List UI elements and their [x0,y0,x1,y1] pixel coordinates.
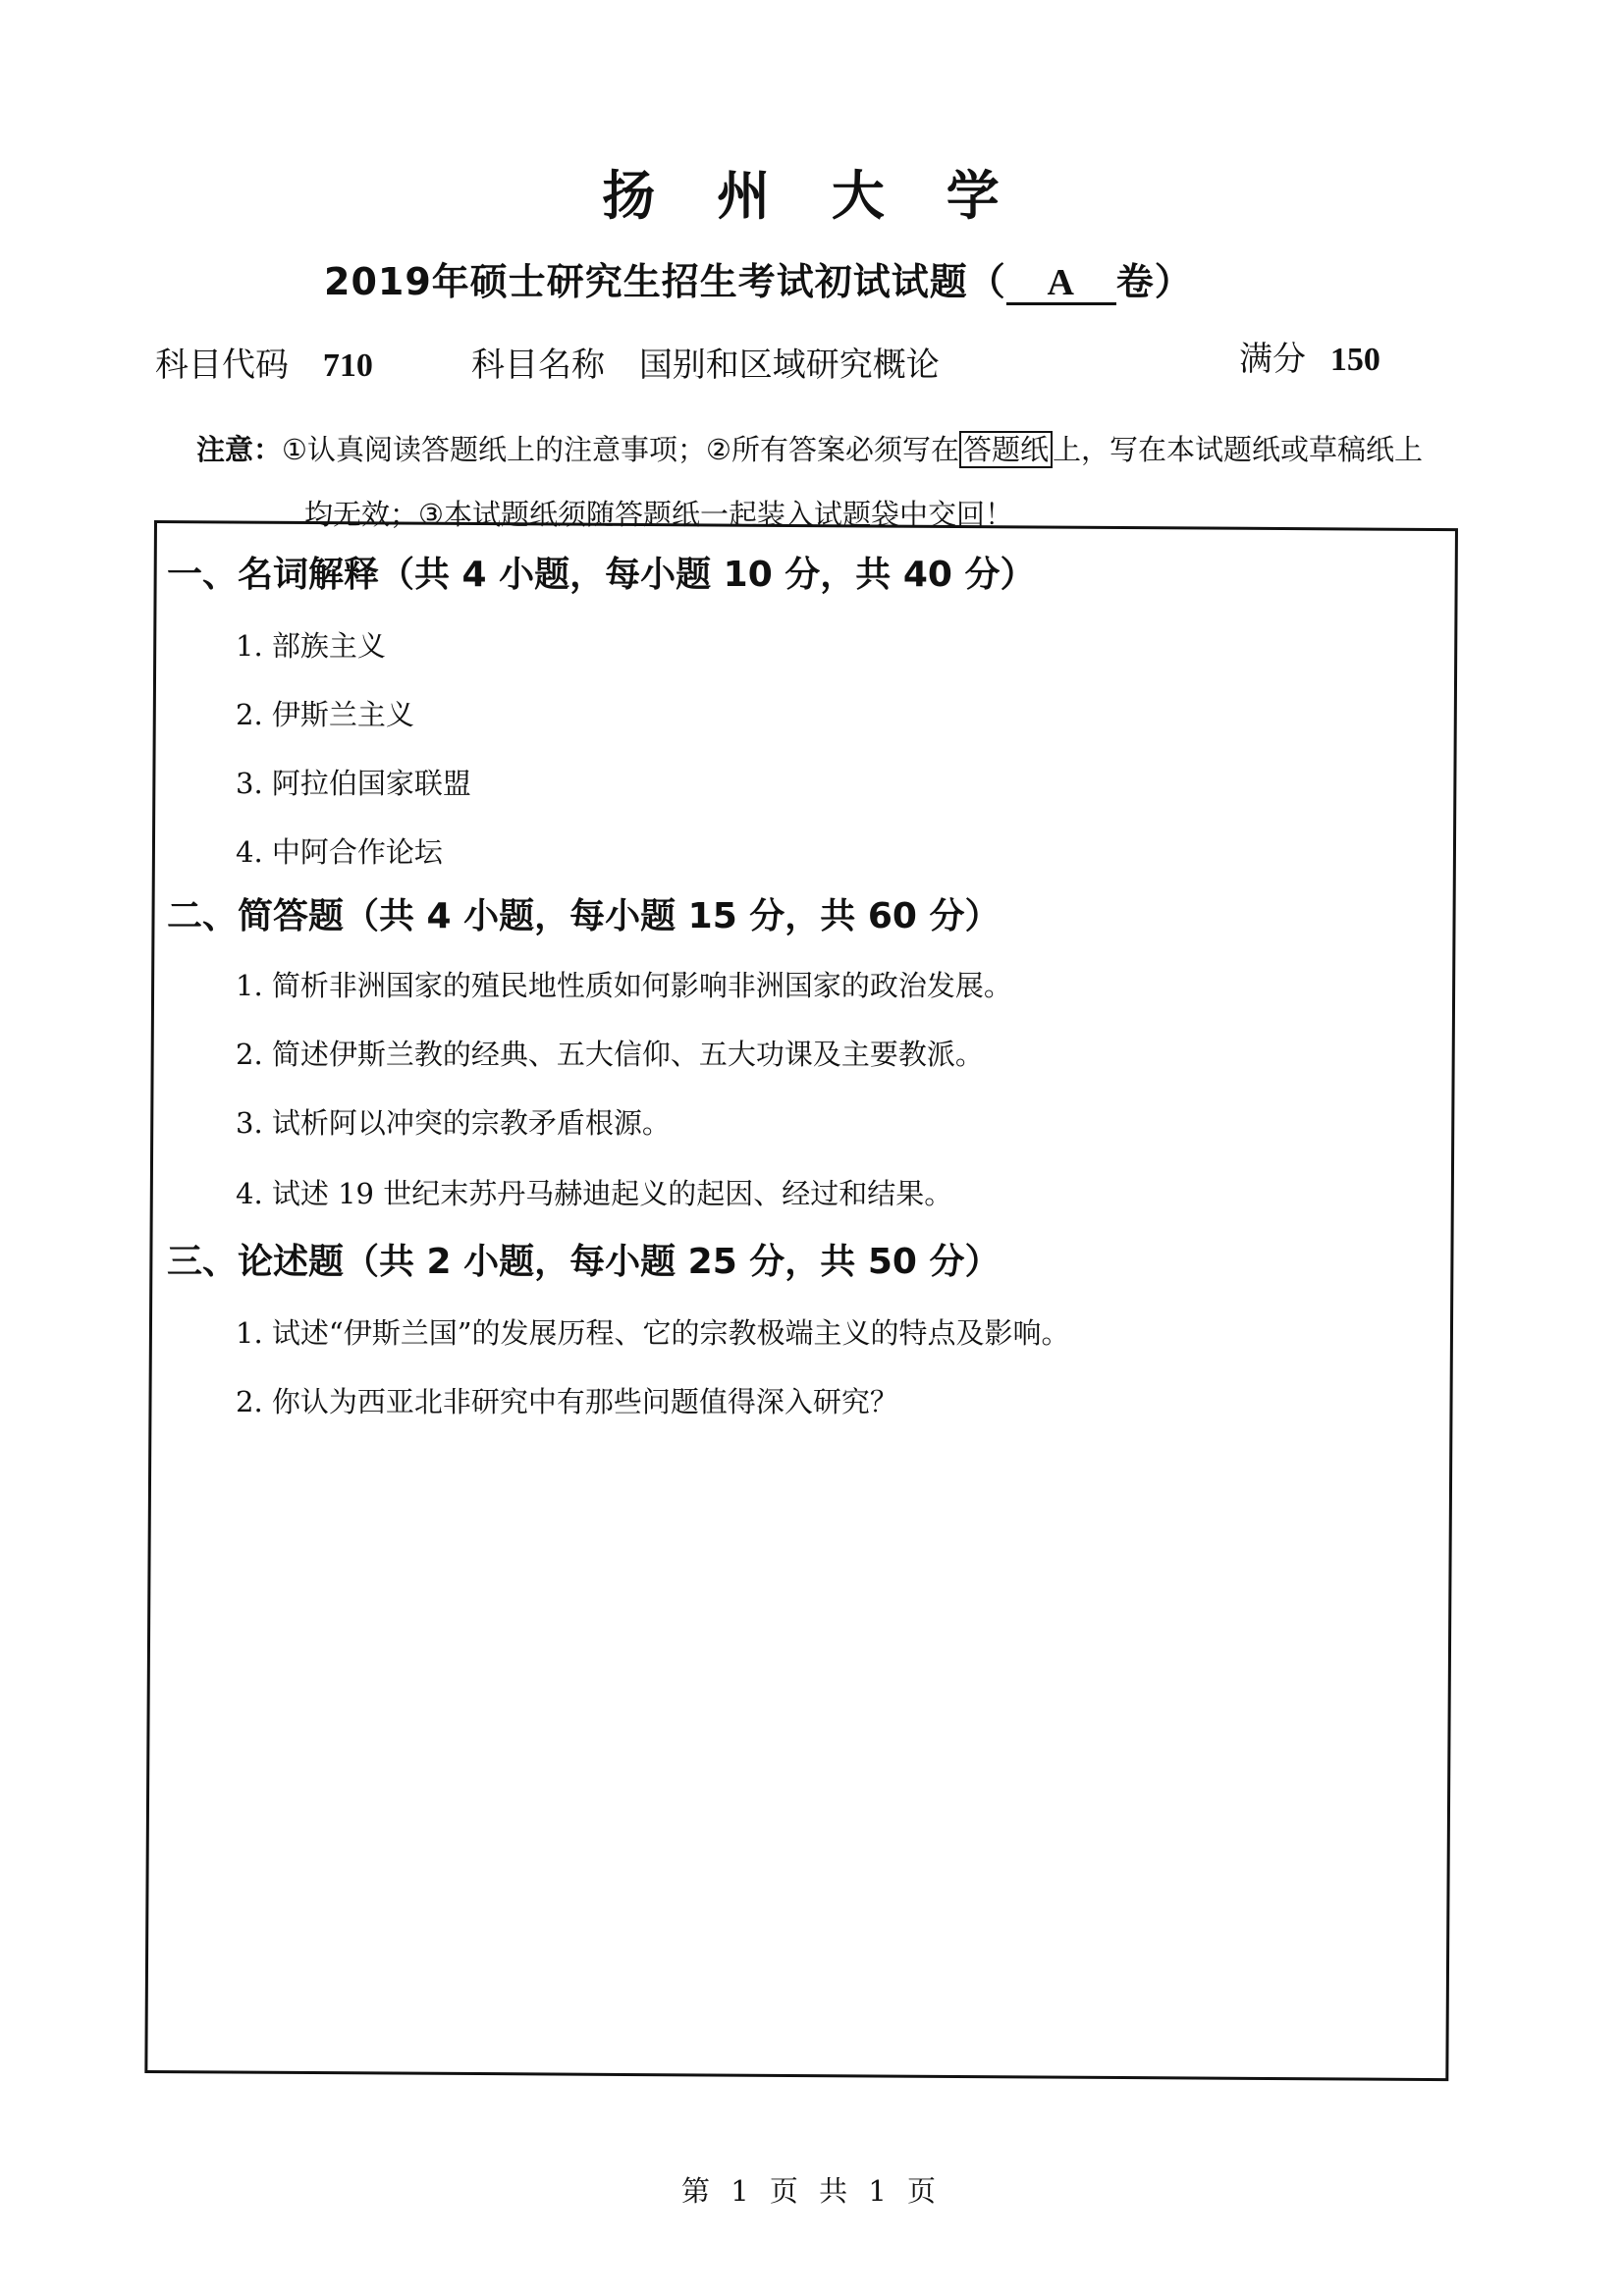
section-1-heading: 一、名词解释（共 4 小题，每小题 10 分，共 40 分） [167,555,1036,595]
notice-line1-b: 上，写在本试题纸或草稿纸上 [1053,433,1424,466]
paper-version: A [1006,263,1116,305]
exam-title-prefix: 2019年硕士研究生招生考试初试试题（ [324,260,1006,303]
subject-code-value: 710 [322,347,373,384]
notice-line2: 均无效；③本试题纸须随答题纸一起装入试题袋中交回！ [304,498,1013,531]
exam-title-suffix: 卷） [1115,260,1193,303]
notice-line1-a: ①认真阅读答题纸上的注意事项；②所有答案必须写在 [282,433,960,466]
section-2-heading: 二、简答题（共 4 小题，每小题 15 分，共 60 分） [167,896,1001,936]
answer-sheet-boxed: 答题纸 [959,431,1053,468]
list-item: 2. 你认为西亚北非研究中有那些问题值得深入研究？ [236,1385,898,1418]
section-3-heading: 三、论述题（共 2 小题，每小题 25 分，共 50 分） [167,1242,1001,1282]
list-item: 4. 试述 19 世纪末苏丹马赫迪起义的起因、经过和结果。 [236,1177,953,1210]
notice-label: 注意： [196,433,283,466]
full-score-label: 满分 [1239,340,1306,379]
list-item: 1. 简析非洲国家的殖民地性质如何影响非洲国家的政治发展。 [236,969,1012,1002]
list-item: 3. 阿拉伯国家联盟 [236,767,471,800]
subject-name-value: 国别和区域研究概论 [638,346,940,385]
list-item: 1. 试述“伊斯兰国”的发展历程、它的宗教极端主义的特点及影响。 [236,1316,1070,1350]
exam-title [324,257,1193,306]
full-score [1239,338,1380,382]
subject-name-label: 科目名称 [471,346,605,385]
page-number: 第 1 页 共 1 页 [681,2174,942,2208]
notice [196,430,1423,469]
list-item: 3. 试析阿以冲突的宗教矛盾根源。 [236,1106,671,1140]
university-title: 扬 州 大 学 [602,165,1021,227]
list-item: 2. 伊斯兰主义 [236,698,414,731]
subject-code-label: 科目代码 [155,346,289,385]
subject-name [471,344,940,387]
question-box [144,520,1458,2081]
list-item: 2. 简述伊斯兰教的经典、五大信仰、五大功课及主要教派。 [236,1038,984,1071]
list-item: 1. 部族主义 [236,629,386,663]
list-item: 4. 中阿合作论坛 [236,835,443,869]
full-score-value: 150 [1329,342,1380,378]
subject-code [155,344,373,388]
